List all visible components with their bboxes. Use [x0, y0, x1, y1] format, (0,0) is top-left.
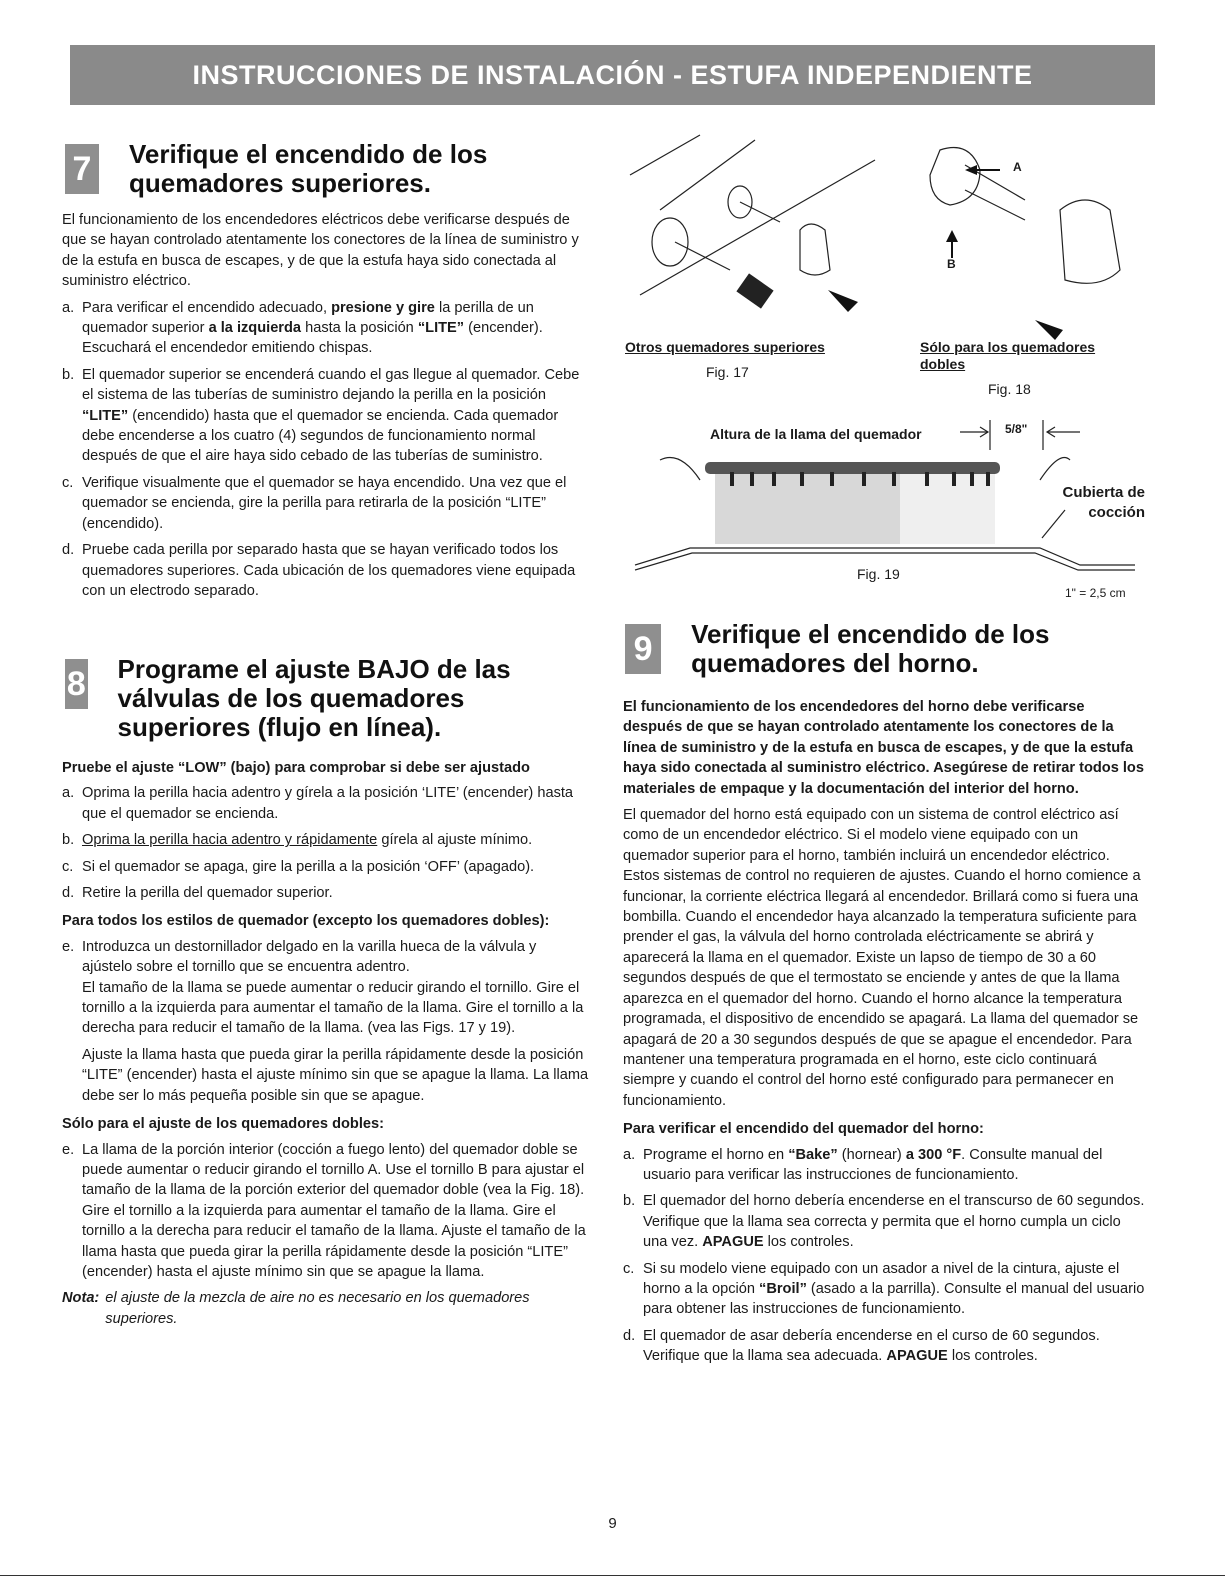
list-text: Pruebe cada perilla por separado hasta que se hayan verificado todos los quemadores superiores. Cada ubicación de los quemadores viene equipada con un electrodo separado. — [82, 542, 576, 599]
list-text — [643, 1259, 1145, 1320]
section-8-header — [65, 655, 585, 742]
list-text — [82, 830, 590, 850]
section-7-intro: El funcionamiento de los encendedores eléctricos debe verificarse después de que se hayan controlado atentamente los conectores de la línea de suministro y de la estufa en busca de escapes, y de que la estufa haya sido conectada al suministro eléctrico. — [62, 212, 579, 290]
text-run: Introduzca un destornillador delgado en la varilla hueca de la válvula y ajústelo sobre el tornillo que se encuentra adentro. — [82, 938, 537, 976]
page-heading: INSTRUCCIONES DE INSTALACIÓN - ESTUFA INDEPENDIENTE — [192, 59, 1033, 90]
list-letter: c. — [62, 858, 74, 875]
list-letter: d. — [62, 885, 75, 902]
page-number: 9 — [608, 1515, 617, 1532]
unit-conversion: 1" = 2,5 cm — [1065, 586, 1126, 600]
text-run: los controles. — [947, 1348, 1038, 1365]
list-text: La llama de la porción interior (cocción a fuego lento) del quemador doble se puede aumentar o reducir girando el tornillo A. Use el tornillo B para ajustar el tamaño de la llama de la porción exterior del quemador doble (vea la Fig. 18). Gire el tornillo a la izquierda para aumentar el tamaño de la llama. Gire el tornillo a la derecha para reducir el tamaño de la llama. Ajuste el tamaño de la llama hasta que pueda girar la perilla rápidamente desde la posición “LITE” (encender) hasta el ajuste mínimo sin que se apague la llama. — [82, 1141, 586, 1280]
section-8-body — [62, 758, 590, 1329]
text-run: Ajuste la llama hasta que pueda girar la perilla rápidamente desde la posición “LITE” (encender) hasta el ajuste mínimo sin que se apague la llama. La llama debe ser lo más pequeña posible sin que se apague. — [82, 1046, 589, 1104]
text-run: El tamaño de la llama se puede aumentar o reducir girando el tornillo. Gire el tornillo a la izquierda para aumentar el tamaño de la llama. Gire el tornillo a la derecha para reducir el tamaño de la llama. (vea las Figs. 17 y 19). — [82, 979, 584, 1037]
bold-run: “Bake” — [788, 1146, 838, 1163]
note-text: el ajuste de la mezcla de aire no es necesario en los quemadores superiores. — [105, 1290, 530, 1327]
list-item — [62, 883, 590, 903]
list-item — [62, 783, 590, 824]
list-text — [82, 365, 590, 467]
bold-run: presione y gire — [331, 299, 435, 316]
list-item — [623, 1326, 1145, 1367]
list-letter: d. — [623, 1327, 636, 1344]
section-7-title: Verifique el encendido de los quemadores superiores. — [128, 139, 488, 198]
list-letter: a. — [623, 1146, 636, 1163]
subheading: Pruebe el ajuste “LOW” (bajo) para comprobar si debe ser ajustado — [62, 760, 530, 776]
text-run: la perilla de un quemador superior — [82, 299, 534, 337]
list-item — [62, 830, 590, 850]
list-letter: b. — [62, 832, 75, 849]
text-run: Para verificar el encendido adecuado, — [82, 299, 332, 316]
underlined-run: Oprima la perilla hacia adentro y rápidamente — [82, 832, 378, 849]
list-text: Oprima la perilla hacia adentro y gírela a la posición ‘LITE’ (encender) hasta que el quemador se encienda. — [82, 785, 574, 822]
bold-run: a la izquierda — [208, 320, 302, 337]
list-item — [62, 857, 590, 877]
list-letter: c. — [62, 474, 74, 491]
fig-19-label: Fig. 19 — [857, 566, 900, 582]
dimension-label: 5/8" — [1005, 422, 1028, 436]
text-run: gírela al ajuste mínimo. — [377, 832, 533, 849]
text-run: El quemador de asar debería encenderse en el curso de 60 segundos. Verifique que la llama sea adecuada. — [643, 1327, 1100, 1365]
fig-17-18-illustration — [620, 130, 1160, 340]
subheading: Para todos los estilos de quemador (excepto los quemadores dobles): — [62, 913, 550, 930]
fig-18-label: Fig. 18 — [988, 381, 1031, 397]
list-text — [82, 298, 590, 359]
step-number-badge: 8 — [65, 659, 88, 709]
list-item — [623, 1259, 1145, 1320]
list-text — [643, 1145, 1145, 1186]
list-text: Retire la perilla del quemador superior. — [82, 885, 333, 902]
list-letter: e. — [62, 938, 75, 955]
screw-b-label: B — [947, 257, 956, 271]
text-run: El quemador superior se encenderá cuando el gas llegue al quemador. Cebe el sistema de las tuberías de suministro dejando la perilla en la posición — [82, 366, 580, 404]
text-run: (encender). Escuchará el encendedor emitiendo chispas. — [82, 320, 543, 357]
section-9-body — [623, 697, 1145, 1373]
bold-run: APAGUE — [702, 1234, 764, 1251]
text-run: . Consulte manual del usuario para verificar las instrucciones de funcionamiento. — [643, 1146, 1103, 1183]
fig-17-label: Fig. 17 — [706, 364, 749, 380]
flame-height-label: Altura de la llama del quemador — [710, 426, 922, 442]
cooktop-label: Cubierta de cocción — [1062, 484, 1145, 521]
section-9-header — [625, 620, 1145, 678]
list-letter: c. — [623, 1260, 635, 1277]
section-9-intro: El funcionamiento de los encendedores del horno debe verificarse después de que se hayan controlado atentamente los conectores de la línea de suministro y de la estufa en busca de escapes, y de que la estufa haya sido conectada al suministro eléctrico. Asegúrese de retirar todos los materiales de empaque y la documentación del interior del horno. — [623, 699, 1144, 797]
list-item — [62, 540, 590, 601]
bold-run: a 300 °F — [905, 1146, 962, 1163]
list-text — [82, 937, 590, 1106]
footer-rule — [0, 1575, 1225, 1576]
note — [62, 1288, 590, 1329]
text-run: los controles. — [763, 1234, 854, 1251]
step-number-badge: 7 — [65, 144, 99, 194]
list-letter: a. — [62, 785, 75, 802]
text-run: (hornear) — [837, 1146, 906, 1163]
subheading: Sólo para el ajuste de los quemadores dobles: — [62, 1116, 384, 1133]
section-8-title: Programe el ajuste BAJO de las válvulas de los quemadores superiores (flujo en línea). — [117, 654, 511, 742]
list-item — [62, 365, 590, 467]
screw-a-label: A — [1013, 160, 1022, 174]
list-text: Verifique visualmente que el quemador se haya encendido. Una vez que el quemador se encienda, gire la perilla para retirarla de la posición “LITE” (encendido). — [82, 474, 567, 532]
list-item — [62, 937, 590, 1106]
screwdriver-handle — [736, 273, 773, 308]
text-run: (encendido) hasta que el quemador se encienda. Cada quemador debe encenderse a los cuatro (4) segundos de funcionamiento normal después de que el aire haya sido cebado de las tuberías de suministro. — [82, 407, 559, 465]
list-letter: a. — [62, 299, 75, 316]
section-9-title: Verifique el encendido de los quemadores del horno. — [691, 619, 1050, 678]
list-text — [643, 1191, 1145, 1252]
list-text: Si el quemador se apaga, gire la perilla a la posición ‘OFF’ (apagado). — [82, 858, 535, 875]
bold-run: APAGUE — [886, 1348, 948, 1365]
header-banner — [70, 45, 1155, 105]
list-letter: b. — [62, 366, 75, 383]
list-item — [62, 473, 590, 534]
text-run: Si su modelo viene equipado con un asador a nivel de la cintura, ajuste el horno a la opción — [643, 1260, 1120, 1297]
list-letter: b. — [623, 1193, 636, 1210]
bold-run: “LITE” — [417, 320, 465, 337]
list-item — [62, 298, 590, 359]
text-run: hasta la posición — [301, 320, 418, 337]
section-7-header — [65, 140, 565, 198]
list-item — [62, 1140, 590, 1283]
section-7-body — [62, 210, 590, 607]
list-letter: e. — [62, 1141, 75, 1158]
subheading: Para verificar el encendido del quemador del horno: — [623, 1121, 984, 1138]
step-number-badge: 9 — [625, 624, 661, 674]
text-run: (asado a la parrilla). Consulte el manual del usuario para obtener las instrucciones de funcionamiento. — [643, 1280, 1145, 1318]
bold-run: “Broil” — [759, 1280, 807, 1297]
text-run: Programe el horno en — [643, 1146, 789, 1163]
note-label: Nota: — [62, 1290, 100, 1307]
fig-17-caption: Otros quemadores superiores — [625, 339, 825, 355]
section-9-description: El quemador del horno está equipado con un sistema de control eléctrico así como de un encendedor eléctrico. Si el modelo viene equipado con un quemador superior para el horno, también incluirá un encendedor eléctrico. Estos sistemas de control no requieren de ajustes. Cuando el horno comience a funcionar, la corriente eléctrica llegará al encendedor. Brillará como si fuera una bombilla. Cuando el encendedor haya alcanzado la temperatura suficiente para prender el gas, la válvula del horno controlada eléctricamente se abrirá y aparecerá la llama en el quemador. Existe un lapso de tiempo de 30 a 60 segundos después de que el termostato se enciende y antes de que la llama aparezca en el quemador del horno. Cuando el horno alcance la temperatura programada, el dispositivo de encendido se apagará. La llama del quemador se apagará de 20 a 30 segundos después de que se apague el encendedor. Para mantener una temperatura programada en el horno, este ciclo continuará siempre y cuando el control del horno esté configurado para permanecer en funcionamiento. — [623, 807, 1141, 1109]
list-item — [623, 1191, 1145, 1252]
list-item — [623, 1145, 1145, 1186]
text-run: El quemador del horno debería encenderse en el transcurso de 60 segundos. Verifique que la llama sea correcta y permita que el horno cumpla un ciclo una vez. — [643, 1193, 1145, 1251]
bold-run: “LITE” — [82, 407, 129, 424]
list-text — [643, 1326, 1145, 1367]
fig-18-caption: Sólo para los quemadores dobles — [920, 339, 1096, 372]
list-letter: d. — [62, 542, 75, 559]
